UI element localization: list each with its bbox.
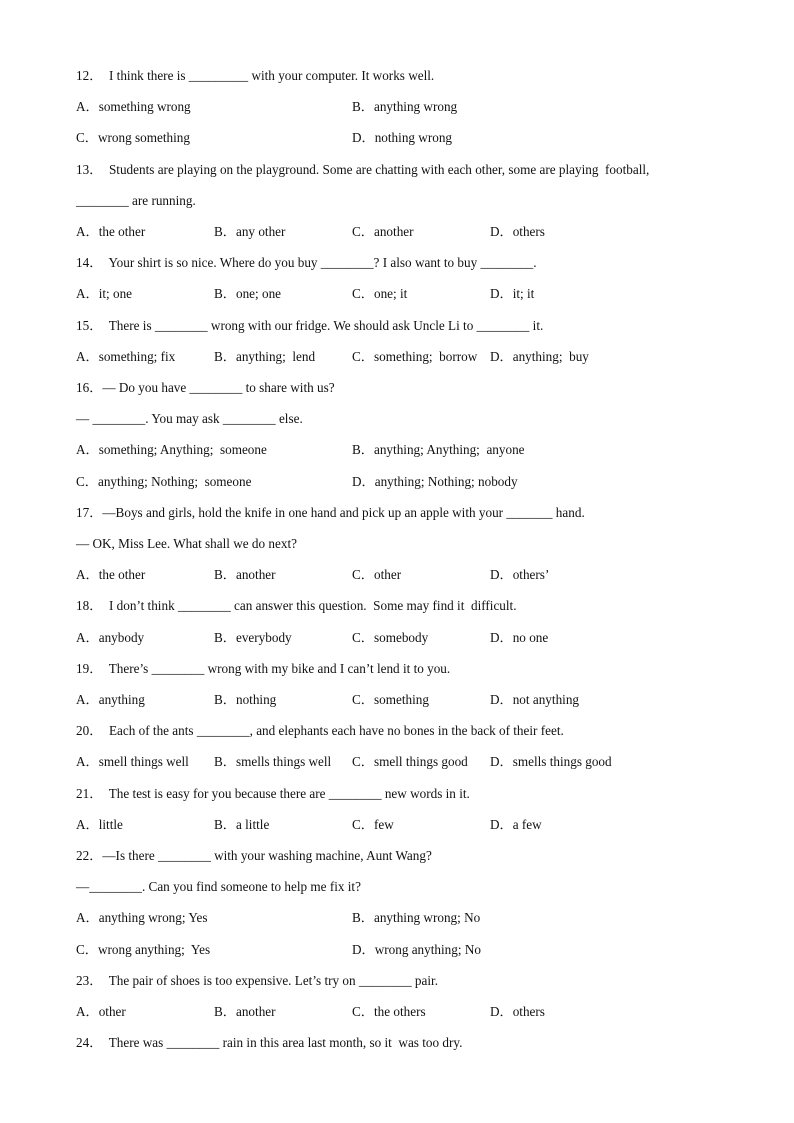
question-3-stem-line: 15． There is ________ wrong with our fridge. We should ask Uncle Li to ________ it.: [76, 318, 544, 333]
question-4-stem-line: — ________. You may ask ________ else.: [76, 411, 303, 426]
question-6-option: A．anybody: [76, 630, 145, 645]
question-1-option: B．any other: [214, 224, 286, 239]
question-12-stem-line: 24． There was ________ rain in this area last month, so it was too dry.: [76, 1035, 463, 1050]
question-7-option: C．something: [352, 692, 429, 707]
question-3-option: C．something; borrow: [352, 349, 478, 364]
question-7-stem-line: 19． There’s ________ wrong with my bike and I can’t lend it to you.: [76, 661, 451, 676]
question-5-option: A．the other: [76, 567, 146, 582]
question-2-option: A．it; one: [76, 286, 133, 301]
question-2-stem-line: 14． Your shirt is so nice. Where do you buy ________? I also want to buy ________.: [76, 255, 537, 270]
question-5-option: B．another: [214, 567, 276, 582]
question-10-option: B．anything wrong; No: [352, 910, 481, 925]
question-3-option: A．something; fix: [76, 349, 176, 364]
question-2-option: B．one; one: [214, 286, 282, 301]
question-4-option: C．anything; Nothing; someone: [76, 474, 252, 489]
question-10-stem-line: —________. Can you find someone to help me fix it?: [76, 879, 361, 894]
question-11-option: B．another: [214, 1004, 276, 1019]
question-0-option: B．anything wrong: [352, 99, 458, 114]
question-8-stem-line: 20． Each of the ants ________, and elephants each have no bones in the back of their feet.: [76, 723, 564, 738]
question-3-option: D．anything; buy: [490, 349, 589, 364]
question-10-option: A．anything wrong; Yes: [76, 910, 208, 925]
question-11-option: D．others: [490, 1004, 545, 1019]
question-4-stem-line: 16．— Do you have ________ to share with us?: [76, 380, 335, 395]
question-11-option: C．the others: [352, 1004, 426, 1019]
question-11-option: A．other: [76, 1004, 126, 1019]
question-1-option: A．the other: [76, 224, 146, 239]
question-0-stem-line: 12． I think there is _________ with your computer. It works well.: [76, 68, 435, 83]
question-6-option: D．no one: [490, 630, 549, 645]
question-11-stem-line: 23． The pair of shoes is too expensive. Let’s try on ________ pair.: [76, 973, 438, 988]
question-4-option: A．something; Anything; someone: [76, 442, 267, 457]
question-1-stem-line: ________ are running.: [76, 193, 196, 208]
question-8-option: C．smell things good: [352, 754, 468, 769]
question-10-option: D．wrong anything; No: [352, 942, 481, 957]
question-7-option: B．nothing: [214, 692, 277, 707]
question-9-option: A．little: [76, 817, 123, 832]
question-9-option: D．a few: [490, 817, 542, 832]
question-7-option: A．anything: [76, 692, 145, 707]
question-5-stem-line: 17．—Boys and girls, hold the knife in one hand and pick up an apple with your _______ hand.: [76, 505, 585, 520]
question-1-stem-line: 13． Students are playing on the playground. Some are chatting with each other, some are playing football,: [76, 162, 650, 177]
question-8-option: A．smell things well: [76, 754, 189, 769]
question-9-stem-line: 21． The test is easy for you because there are ________ new words in it.: [76, 786, 470, 801]
question-6-option: C．somebody: [352, 630, 429, 645]
question-1-option: C．another: [352, 224, 414, 239]
question-0-option: C．wrong something: [76, 130, 190, 145]
question-4-option: B．anything; Anything; anyone: [352, 442, 525, 457]
question-9-option: C．few: [352, 817, 394, 832]
question-1-option: D．others: [490, 224, 545, 239]
question-2-option: D．it; it: [490, 286, 535, 301]
question-10-stem-line: 22．—Is there ________ with your washing machine, Aunt Wang?: [76, 848, 432, 863]
question-8-option: B．smells things well: [214, 754, 332, 769]
question-8-option: D．smells things good: [490, 754, 612, 769]
question-6-stem-line: 18． I don’t think ________ can answer this question. Some may find it difficult.: [76, 598, 517, 613]
question-0-option: A．something wrong: [76, 99, 191, 114]
question-9-option: B．a little: [214, 817, 270, 832]
question-4-option: D．anything; Nothing; nobody: [352, 474, 518, 489]
question-5-option: C．other: [352, 567, 402, 582]
question-0-option: D．nothing wrong: [352, 130, 453, 145]
question-2-option: C．one; it: [352, 286, 408, 301]
question-7-option: D．not anything: [490, 692, 580, 707]
question-10-option: C．wrong anything; Yes: [76, 942, 211, 957]
question-5-stem-line: — OK, Miss Lee. What shall we do next?: [76, 536, 297, 551]
question-5-option: D．others’: [490, 567, 550, 582]
question-6-option: B．everybody: [214, 630, 292, 645]
question-3-option: B．anything; lend: [214, 349, 316, 364]
